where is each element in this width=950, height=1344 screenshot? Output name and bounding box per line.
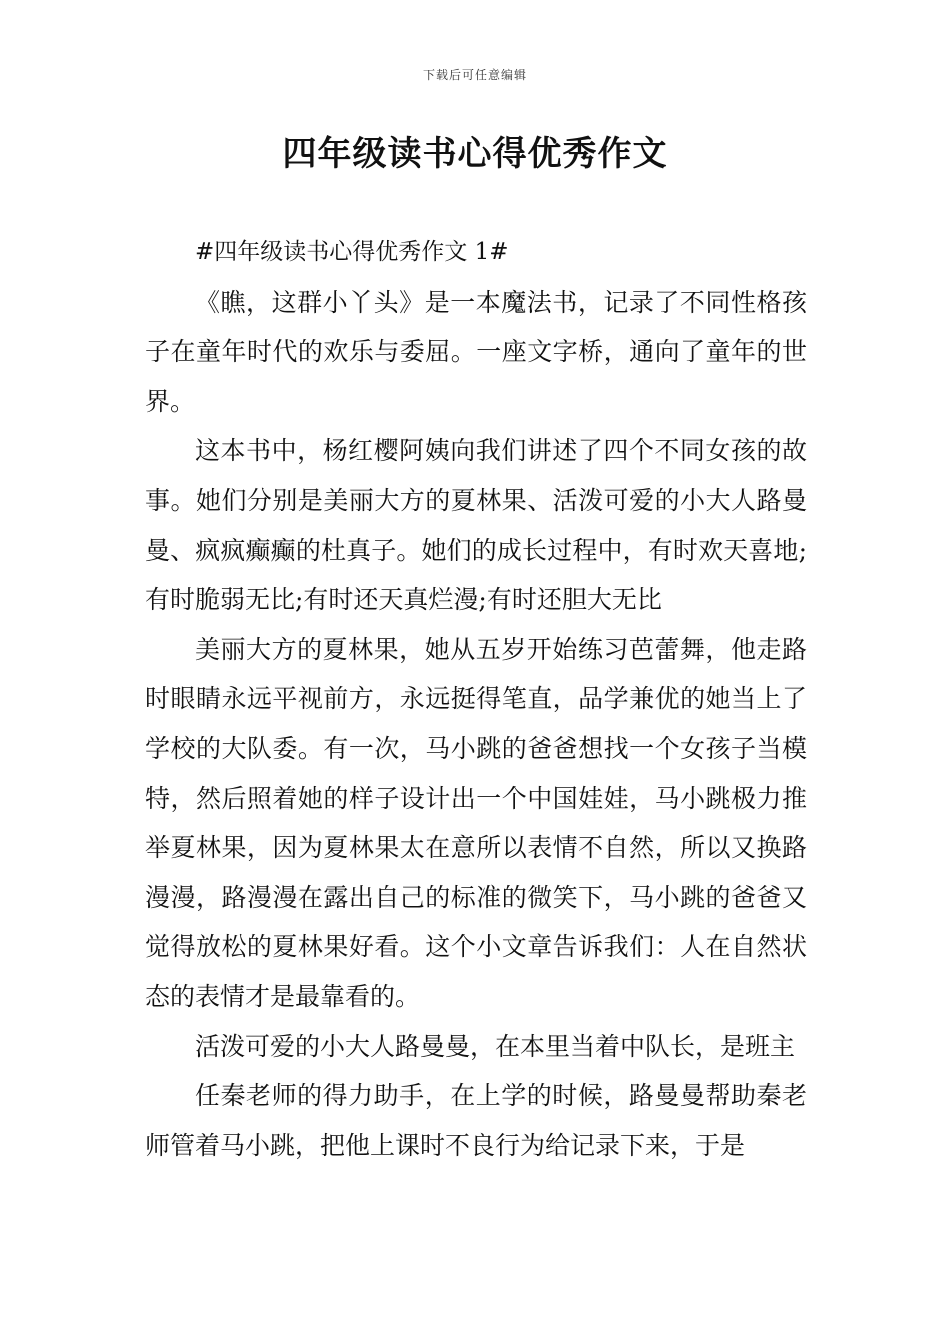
document-title: 四年级读书心得优秀作文 — [282, 134, 668, 174]
header-note: 下载后可任意编辑 — [422, 68, 527, 82]
paragraph: 活泼可爱的小大人路曼曼，在本里当着中队长，是班主 — [195, 1031, 796, 1061]
section-heading: #四年级读书心得优秀作文 1# — [195, 239, 509, 265]
paragraph: 《瞧，这群小丫头》是一本魔法书，记录了不同性格孩子在童年时代的欢乐与委屈。一座文字桥，通向了童年的世界。 — [145, 287, 807, 416]
document-body — [145, 228, 807, 1170]
paragraph: 美丽大方的夏林果，她从五岁开始练习芭蕾舞，他走路时眼睛永远平视前方，永远挺得笔直，品学兼优的她当上了学校的大队委。有一次，马小跳的爸爸想找一个女孩子当模特，然后照着她的样子设计出一个中国娃娃，马小跳极力推举夏林果，因为夏林果太在意所以表情不自然，所以又换路漫漫，路漫漫在露出自己的标准的微笑下，马小跳的爸爸又觉得放松的夏林果好看。这个小文章告诉我们：人在自然状态的表情才是最靠看的。 — [145, 634, 807, 1011]
paragraph: 任秦老师的得力助手，在上学的时候，路曼曼帮助秦老师管着马小跳，把他上课时不良行为给记录下来，于是 — [145, 1081, 807, 1160]
paragraph: 这本书中，杨红樱阿姨向我们讲述了四个不同女孩的故事。她们分别是美丽大方的夏林果、活泼可爱的小大人路曼曼、疯疯癫癫的杜真子。她们的成长过程中，有时欢天喜地;有时脆弱无比;有时还天真烂漫;有时还胆大无比 — [145, 436, 807, 615]
